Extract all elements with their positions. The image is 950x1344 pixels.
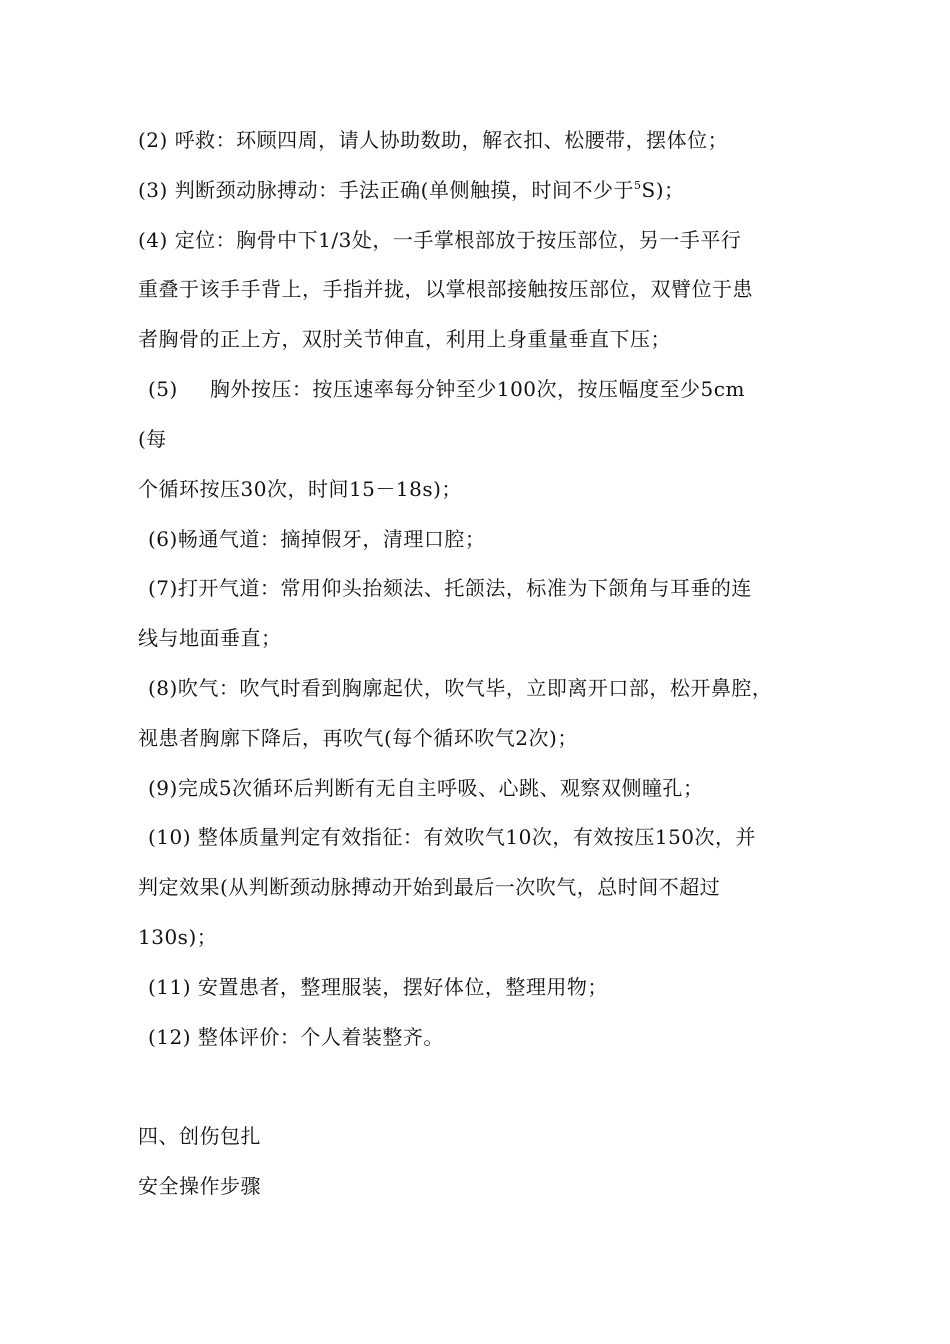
step-6-line: (6)畅通气道：摘掉假牙，清理口腔； [148,527,486,551]
step-4-line-2: 重叠于该手手背上，手指并拢，以掌根部接触按压部位，双臂位于患 [138,277,753,301]
step-10-line-2: 判定效果(从判断颈动脉搏动开始到最后一次吹气，总时间不超过 [138,875,721,899]
step-3-line [138,177,685,203]
step-9-line: (9)完成5次循环后判断有无自主呼吸、心跳、观察双侧瞳孔； [148,776,704,800]
step-5-number: (5) [148,377,178,401]
subsection-heading: 安全操作步骤 [138,1174,261,1198]
step-2-line: (2) 呼救：环顾四周，请人协助数助，解衣扣、松腰带，摆体位； [138,128,729,152]
step-8-line-2: 视患者胸廓下降后，再吹气(每个循环吹气2次)； [138,726,578,750]
step-5-line-1 [148,376,745,402]
step-5-text: 胸外按压：按压速率每分钟至少100次，按压幅度至少5cm [209,377,745,401]
step-4-line-1: (4) 定位：胸骨中下1/3处，一手掌根部放于按压部位，另一手平行 [138,228,742,252]
step-3-superscript: 5 [634,179,642,192]
step-5-line-2: (每 [138,427,167,451]
step-8-line-1: (8)吹气：吹气时看到胸廓起伏，吹气毕，立即离开口部，松开鼻腔， [148,676,773,700]
step-10-line-1: (10) 整体质量判定有效指征：有效吹气10次，有效按压150次，并 [148,825,757,849]
step-10-line-3: 130s)； [138,925,218,949]
step-11-line: (11) 安置患者，整理服装，摆好体位，整理用物； [148,975,608,999]
step-12-line: (12) 整体评价：个人着装整齐。 [148,1025,444,1049]
step-7-line-1: (7)打开气道：常用仰头抬颏法、托颌法，标准为下颌角与耳垂的连 [148,576,752,600]
step-5-line-3: 个循环按压30次，时间15－18s)； [138,477,462,501]
step-7-line-2: 线与地面垂直； [138,626,282,650]
section-heading: 四、创伤包扎 [138,1124,261,1148]
step-4-line-3: 者胸骨的正上方，双肘关节伸直，利用上身重量垂直下压； [138,327,671,351]
step-3-text: (3) 判断颈动脉搏动：手法正确(单侧触摸，时间不少于 [138,178,634,202]
step-3-tail: S)； [641,178,685,202]
